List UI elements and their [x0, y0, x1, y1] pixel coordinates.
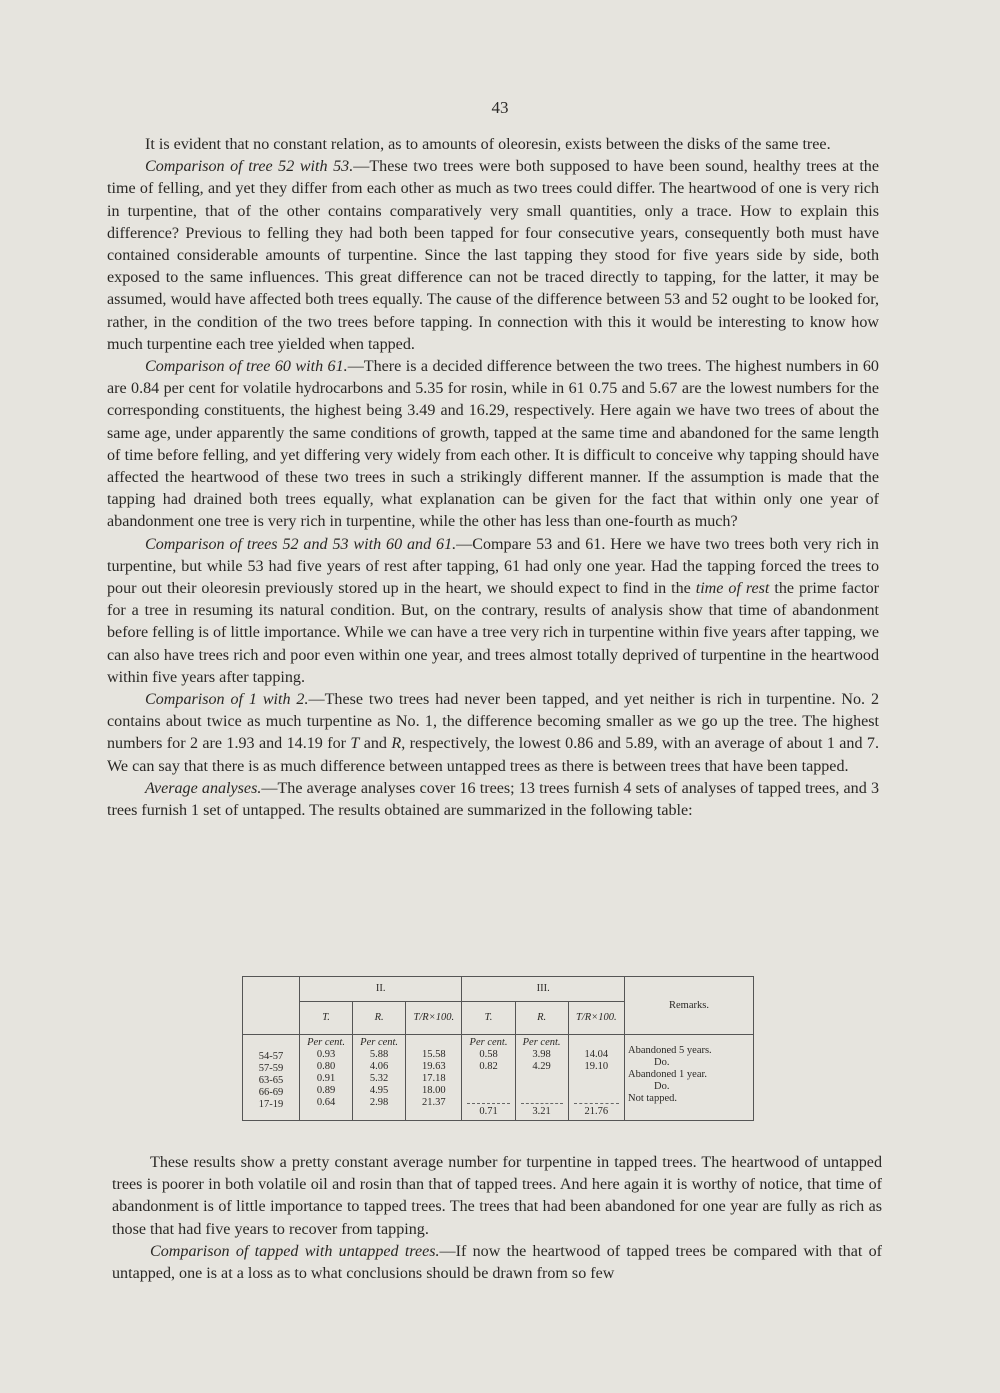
table-value: 18.00 [422, 1085, 446, 1096]
table-value: 21.37 [422, 1097, 446, 1108]
table-row [243, 1035, 754, 1121]
per-cent-label: Per cent. [522, 1037, 561, 1048]
table-value: 17.18 [422, 1073, 446, 1084]
table-header-ratio: T/R×100. [406, 1002, 462, 1035]
table-spacer [572, 1037, 621, 1049]
table-cell-iii-ratio [568, 1035, 624, 1121]
table-header-ratio: T/R×100. [568, 1002, 624, 1035]
paragraph-tree-60-61 [107, 356, 879, 534]
table-header-row [243, 977, 754, 1002]
table-value: 19.10 [584, 1061, 609, 1072]
table-value: 4.95 [369, 1085, 389, 1096]
paragraph-text: —These two trees were both supposed to have been sound, healthy trees at the time of felling, and yet they differ from each other as much as two trees could differ. The heartwood of one is very rich in turpentine, that of the other contains comparatively very small quantities, only a trace. How to explain this difference? Previous to felling they had both been tapped for four consecutive years, consequently both must have contained considerable amounts of turpentine. Since the last tapping they stood for five years side by side, both exposed to the same influences. This great difference can not be traced directly to tapping, for the latter, it may be assumed, would have affected both trees equally. The cause of the difference between 53 and 52 ought to be looked for, rather, in the condition of the two trees before tapping. In connection with this it would be interesting to know how much turpentine each tree yielded when tapped. [107, 158, 879, 353]
table-value: 21.76 [574, 1103, 619, 1118]
paragraph-trees-52-53-60-61 [107, 534, 879, 689]
paragraph-emphasis: time of rest [695, 580, 770, 598]
table-header-group-iii: III. [462, 977, 625, 1002]
table-value: 14.04 [584, 1049, 609, 1060]
table-value: 3.21 [521, 1103, 563, 1118]
table-value: 4.06 [369, 1061, 389, 1072]
table-value: Abandoned 1 year. [628, 1069, 708, 1080]
average-analyses-table [242, 976, 754, 1121]
analyses-table [242, 976, 754, 1121]
table-spacer [409, 1037, 458, 1049]
table-header-r: R. [353, 1002, 406, 1035]
table-cell-remarks [625, 1035, 754, 1121]
table-header-t: T. [462, 1002, 515, 1035]
page-number: 43 [491, 98, 509, 117]
table-cell-iii-t [462, 1035, 515, 1121]
table-value: 0.71 [467, 1103, 509, 1118]
paragraph-emphasis: T [350, 735, 360, 753]
table-value: 57-59 [258, 1063, 284, 1074]
paragraph-heading: Comparison of trees 52 and 53 with 60 and 61. [145, 535, 457, 553]
table-header-t: T. [300, 1002, 353, 1035]
table-header-blank [243, 977, 300, 1035]
table-spacer [572, 1073, 621, 1099]
table-value: Abandoned 5 years. [628, 1045, 712, 1056]
table-header-group-ii: II. [300, 977, 462, 1002]
table-header-r: R. [515, 1002, 568, 1035]
table-value: 19.63 [422, 1061, 446, 1072]
paragraph-text: —If now the heartwood of tapped trees be compared with that of untapped, one is at a loss as to what conclusions should be drawn from so few [112, 1242, 882, 1283]
table-value: 0.91 [316, 1073, 336, 1084]
table-cell-years [243, 1035, 300, 1121]
table-value: 3.98 [532, 1049, 551, 1060]
paragraph-text: the prime factor for a tree in resuming its natural condition. But, on the contrary, results of analysis show that time of abandonment before felling is of little importance. While we can have a tree very rich in turpentine within five years after tapping, we can also have trees rich and poor even within one year, and trees almost totally deprived of turpentine in the heartwood within five years after tapping. [107, 580, 879, 686]
body-text [107, 134, 879, 822]
per-cent-label: Per cent. [307, 1037, 345, 1048]
paragraph-1-with-2 [107, 689, 879, 778]
table-cell-ii-ratio [406, 1035, 462, 1121]
table-header-remarks: Remarks. [625, 977, 754, 1035]
table-value: 0.80 [316, 1061, 336, 1072]
paragraph-tree-52-53 [107, 156, 879, 356]
paragraph-text: —Compare 53 and 61. Here we have two trees both very rich in turpentine, but while 53 had five years of rest after tapping, 61 had only one year. Had the tapping forced the trees to pour out their oleoresin previously stored up in the heart, we should expect to find in the [107, 535, 879, 598]
paragraph-emphasis: R [391, 735, 402, 753]
paragraph-heading: Comparison of tree 60 with 61. [145, 358, 348, 376]
paragraph-tapped-untapped [112, 1241, 882, 1285]
paragraph-text: These results show a pretty constant average number for turpentine in tapped trees. The heartwood of untapped trees is poorer in both volatile oil and rosin than that of tapped trees. And here again it is worthy of notice, that time of abandonment is of little importance to tapped trees. The trees that had been abandoned for one year are fully as rich as those that had five years to recover from tapping. [112, 1154, 882, 1238]
paragraph-text: and [359, 735, 392, 753]
paragraph-text: —There is a decided difference between the two trees. The highest numbers in 60 are 0.84 per cent for volatile hydrocarbons and 5.35 for rosin, while in 61 0.75 and 5.67 are the lowest numbers for the corresponding constituents, the highest being 3.49 and 16.29, respectively. Here again we have two trees of about the same age, under apparently the same conditions of growth, tapped at the same time and abandoned for the same length of time before felling, and yet differing very widely from each other. It is difficult to conceive why tapping should have affected the heartwood of these two trees in such a strikingly different manner. If the assumption is made that the tapping had drained both trees equally, what explanation can be given for the fact that within only one year of abandonment one tree is very rich in turpentine, while the other has less than one-fourth as much? [107, 358, 879, 531]
paragraph-heading: Comparison of tapped with untapped trees. [150, 1242, 440, 1260]
paragraph-average-analyses [107, 778, 879, 822]
table-value: 66-69 [258, 1087, 284, 1098]
paragraph-heading: Average analyses. [145, 779, 262, 797]
paragraph-text: —These two trees had never been tapped, and yet neither is rich in turpentine. No. 2 contains about twice as much turpentine as No. 1, the difference becoming smaller as we go up the tree. The highest numbers for 2 are 1.93 and 14.19 for [107, 691, 879, 753]
table-value: 0.89 [316, 1085, 336, 1096]
table-value: 15.58 [422, 1049, 446, 1060]
per-cent-label: Per cent. [360, 1037, 399, 1048]
table-value: 2.98 [369, 1097, 389, 1108]
table-value: 4.29 [532, 1061, 551, 1072]
table-value: 17-19 [258, 1099, 284, 1110]
table-cell-ii-t [300, 1035, 353, 1121]
table-value: 5.88 [369, 1049, 389, 1060]
paragraph-heading: Comparison of tree 52 with 53. [145, 158, 354, 176]
paragraph-text: It is evident that no constant relation, as to amounts of oleoresin, exists between the disks of the same tree. [145, 136, 831, 153]
table-value: Not tapped. [628, 1093, 677, 1104]
table-value: 0.58 [479, 1049, 498, 1060]
table-value: Do. [654, 1081, 670, 1092]
table-value: 5.32 [369, 1073, 389, 1084]
table-value: 0.93 [316, 1049, 336, 1060]
table-cell-iii-r [515, 1035, 568, 1121]
table-spacer [519, 1073, 565, 1099]
body-text-after-table [112, 1152, 882, 1285]
table-value: 63-65 [258, 1075, 284, 1086]
table-spacer [465, 1073, 511, 1099]
paragraph-text: —The average analyses cover 16 trees; 13 trees furnish 4 sets of analyses of tapped trees, and 3 trees furnish 1 set of untapped. The results obtained are summarized in the following table: [107, 779, 880, 820]
paragraph-heading: Comparison of 1 with 2. [145, 691, 309, 709]
table-value: 0.64 [316, 1097, 336, 1108]
paragraph-relation [107, 134, 879, 156]
paragraph-text: , respectively, the lowest 0.86 and 5.89, with an average of about 1 and 7. We can say that there is as much difference between untapped trees as there is between trees that have been tapped. [107, 735, 879, 775]
paragraph-results [112, 1152, 882, 1241]
table-cell-ii-r [353, 1035, 406, 1121]
table-value: 54-57 [258, 1051, 284, 1062]
table-value: 0.82 [479, 1061, 498, 1072]
table-value: Do. [654, 1057, 670, 1068]
per-cent-label: Per cent. [469, 1037, 508, 1048]
